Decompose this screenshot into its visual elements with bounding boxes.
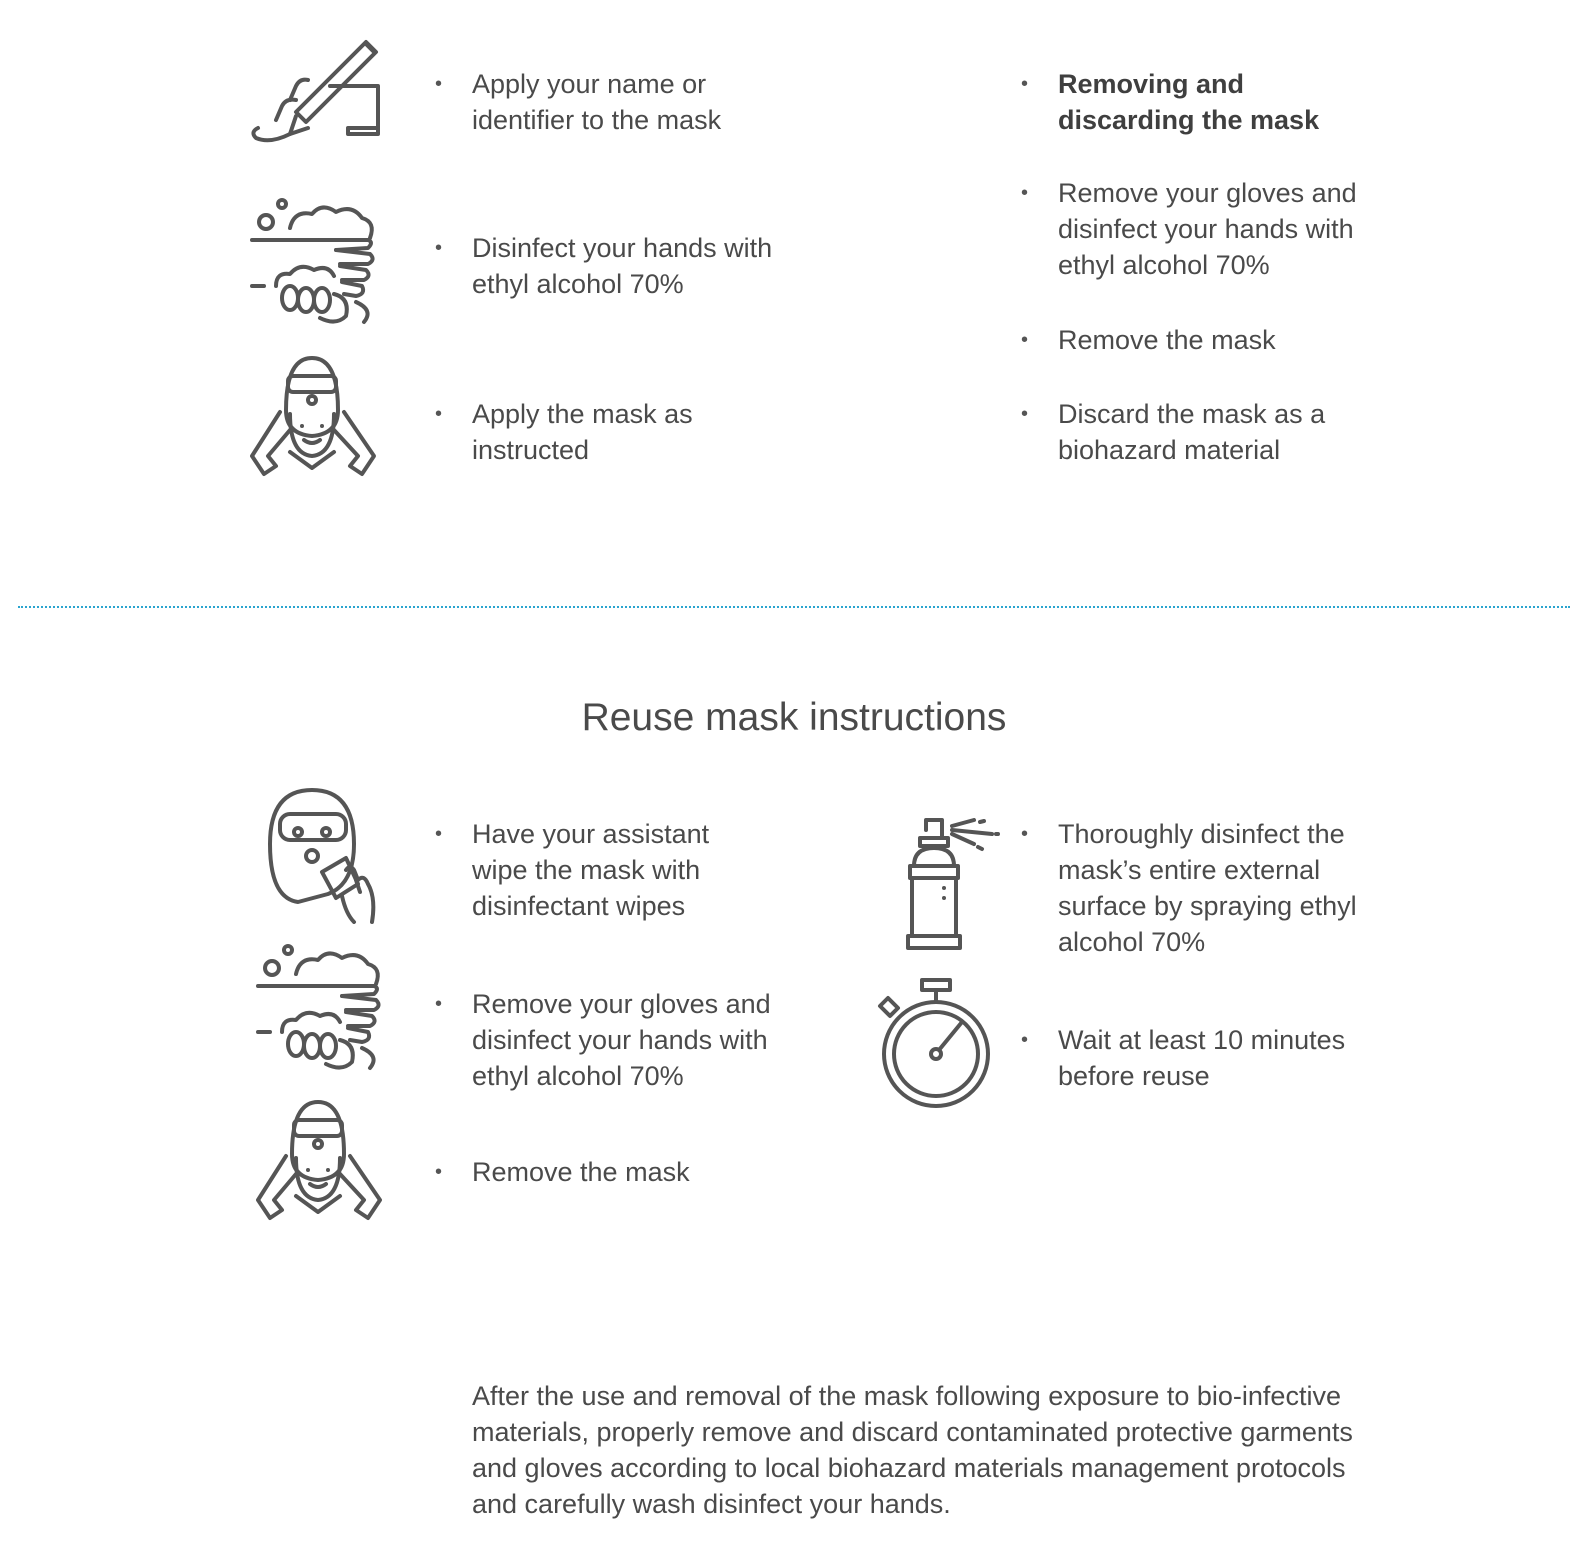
top-right-item-3: • Discard the mask as a biohazard material	[1021, 399, 1326, 465]
dotted-divider	[18, 606, 1570, 608]
reuse-right-item-1: • Thoroughly disinfect the mask’s entire external surface by spraying ethyl alcohol 70%	[1021, 819, 1357, 957]
stopwatch-icon	[876, 978, 996, 1112]
footer-paragraph: After the use and removal of the mask following exposure to bio-infective materials, properly remove and discard contaminated protective garments and gloves according to local biohazard materials management protocols and carefully wash disinfect your hands.	[472, 1381, 1353, 1519]
mask-wipe-icon	[268, 788, 378, 924]
person-removing-mask-icon	[256, 1100, 386, 1222]
reuse-left-item-3: • Remove the mask	[435, 1157, 690, 1187]
top-right-item-2: • Remove the mask	[1021, 325, 1276, 355]
pen-in-hand-icon	[250, 38, 380, 146]
top-left-item-3: • Apply the mask as instructed	[435, 399, 693, 465]
top-right-heading: • Removing and discarding the mask	[1021, 69, 1320, 135]
reuse-right-item-2: • Wait at least 10 minutes before reuse	[1021, 1025, 1346, 1091]
hand-washing-icon-2	[256, 944, 386, 1072]
spray-can-icon	[904, 818, 1000, 952]
reuse-left-item-2: • Remove your gloves and disinfect your hands with ethyl alcohol 70%	[435, 989, 771, 1091]
person-applying-mask-icon	[250, 356, 380, 478]
section-title: Reuse mask instructions	[581, 696, 1007, 739]
reuse-left-item-1: • Have your assistant wipe the mask with disinfectant wipes	[435, 819, 710, 921]
top-left-item-1: • Apply your name or identifier to the mask	[435, 69, 722, 135]
hand-washing-icon	[250, 198, 380, 326]
top-right-item-1: • Remove your gloves and disinfect your hands with ethyl alcohol 70%	[1021, 178, 1357, 280]
top-left-item-2: • Disinfect your hands with ethyl alcohol 70%	[435, 233, 773, 299]
